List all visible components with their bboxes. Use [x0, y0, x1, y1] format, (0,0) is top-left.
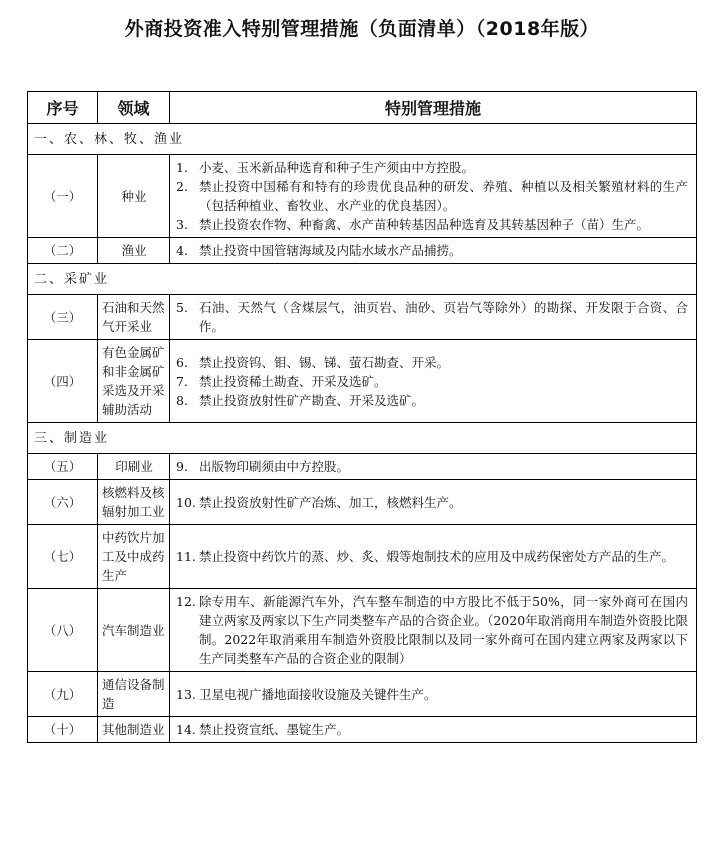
measure-item — [176, 298, 688, 336]
row-field: 印刷业 — [98, 454, 170, 480]
row-measures — [170, 589, 697, 672]
measure-item — [176, 158, 688, 177]
measure-item — [176, 391, 688, 410]
measure-number: 4. — [176, 243, 188, 258]
header-field: 领域 — [98, 92, 170, 124]
measure-text: 石油、天然气（含煤层气，油页岩、油砂、页岩气等除外）的勘探、开发限于合资、合作。 — [199, 300, 688, 334]
row-number: （二） — [28, 238, 98, 264]
measure-number: 6. — [176, 354, 188, 370]
measure-number: 8. — [176, 392, 188, 408]
table-row — [28, 340, 697, 423]
table-row — [28, 717, 697, 743]
section-heading: 二、采矿业 — [28, 264, 697, 295]
measure-text: 禁止投资稀土勘查、开采及选矿。 — [199, 373, 387, 389]
row-measures — [170, 525, 697, 589]
measure-text: 禁止投资钨、钼、锡、锑、萤石勘查、开采。 — [199, 354, 450, 370]
measure-number: 13. — [176, 686, 196, 702]
page-title: 外商投资准入特别管理措施（负面清单）（2018年版） — [124, 18, 600, 40]
table-row — [28, 155, 697, 238]
header-special-measures: 特别管理措施 — [170, 92, 697, 124]
row-number: （七） — [28, 525, 98, 589]
row-field: 其他制造业 — [98, 717, 170, 743]
measure-text: 小麦、玉米新品种选育和种子生产须由中方控股。 — [199, 160, 475, 175]
row-measures — [170, 717, 697, 743]
table-row — [28, 454, 697, 480]
section-heading: 一、农、林、牧、渔业 — [28, 124, 697, 155]
row-field: 汽车制造业 — [98, 589, 170, 672]
row-field: 渔业 — [98, 238, 170, 264]
measure-text: 禁止投资中药饮片的蒸、炒、炙、煅等炮制技术的应用及中成药保密处方产品的生产。 — [199, 549, 675, 564]
table-row — [28, 672, 697, 717]
row-field: 有色金属矿和非金属矿采选及开采辅助活动 — [98, 340, 170, 423]
row-number: （三） — [28, 295, 98, 340]
measure-text: 禁止投资放射性矿产冶炼、加工，核燃料生产。 — [199, 494, 462, 510]
row-number: （十） — [28, 717, 98, 743]
row-field: 通信设备制造 — [98, 672, 170, 717]
row-field: 中药饮片加工及中成药生产 — [98, 525, 170, 589]
measure-text: 禁止投资农作物、种畜禽、水产苗种转基因品种选育及其转基因种子（苗）生产。 — [199, 217, 650, 232]
measure-item — [176, 177, 688, 215]
measure-text: 禁止投资中国管辖海域及内陆水域水产品捕捞。 — [199, 243, 462, 258]
measure-number: 12. — [176, 594, 196, 609]
measure-item — [176, 720, 688, 739]
row-number: （六） — [28, 480, 98, 525]
measure-number: 9. — [176, 459, 188, 474]
measure-text: 禁止投资放射性矿产勘查、开采及选矿。 — [199, 392, 425, 408]
section-row — [28, 124, 697, 155]
table-row — [28, 525, 697, 589]
measure-item — [176, 372, 688, 391]
section-row — [28, 423, 697, 454]
row-measures — [170, 454, 697, 480]
measure-text: 禁止投资中国稀有和特有的珍贵优良品种的研发、养殖、种植以及相关繁殖材料的生产（包括种植业、畜牧业、水产业的优良基因）。 — [199, 179, 688, 213]
measure-text: 出版物印刷须由中方控股。 — [199, 459, 350, 474]
measure-item — [176, 592, 688, 668]
measure-number: 14. — [176, 722, 196, 737]
row-measures — [170, 340, 697, 423]
row-measures — [170, 295, 697, 340]
row-number: （一） — [28, 155, 98, 238]
table-row — [28, 480, 697, 525]
row-measures — [170, 480, 697, 525]
measure-number: 5. — [176, 300, 188, 315]
section-row — [28, 264, 697, 295]
header-serial-number: 序号 — [28, 92, 98, 124]
row-measures — [170, 155, 697, 238]
measure-item — [176, 493, 688, 512]
row-number: （九） — [28, 672, 98, 717]
measure-number: 7. — [176, 373, 188, 389]
measure-text: 卫星电视广播地面接收设施及关键件生产。 — [199, 686, 437, 702]
table-row — [28, 238, 697, 264]
table-header-row — [28, 92, 697, 124]
measure-text: 除专用车、新能源汽车外，汽车整车制造的中方股比不低于50%，同一家外商可在国内建立两家及两家以下生产同类整车产品的合资企业。（2020年取消商用车制造外资股比限制。2022年取消乘用车制造外资股比限制以及同一家外商可在国内建立两家及两家以下生产同类整车产品的合资企业的限制） — [199, 594, 688, 666]
table-row — [28, 589, 697, 672]
negative-list-table — [27, 91, 697, 743]
measure-text: 禁止投资宣纸、墨锭生产。 — [199, 722, 350, 737]
row-number: （五） — [28, 454, 98, 480]
row-field: 核燃料及核辐射加工业 — [98, 480, 170, 525]
section-heading: 三、制造业 — [28, 423, 697, 454]
measure-item — [176, 457, 688, 476]
row-measures — [170, 238, 697, 264]
measure-item — [176, 241, 688, 260]
measure-item — [176, 547, 688, 566]
measure-number: 1. — [176, 160, 188, 175]
measure-number: 11. — [176, 549, 196, 564]
table-body — [28, 124, 697, 743]
measure-number: 3. — [176, 217, 188, 232]
table-row — [28, 295, 697, 340]
measure-number: 10. — [176, 494, 196, 510]
measure-number: 2. — [176, 179, 188, 194]
measure-item — [176, 215, 688, 234]
row-field: 石油和天然气开采业 — [98, 295, 170, 340]
measure-item — [176, 353, 688, 372]
row-field: 种业 — [98, 155, 170, 238]
row-measures — [170, 672, 697, 717]
row-number: （八） — [28, 589, 98, 672]
row-number: （四） — [28, 340, 98, 423]
measure-item — [176, 685, 688, 704]
